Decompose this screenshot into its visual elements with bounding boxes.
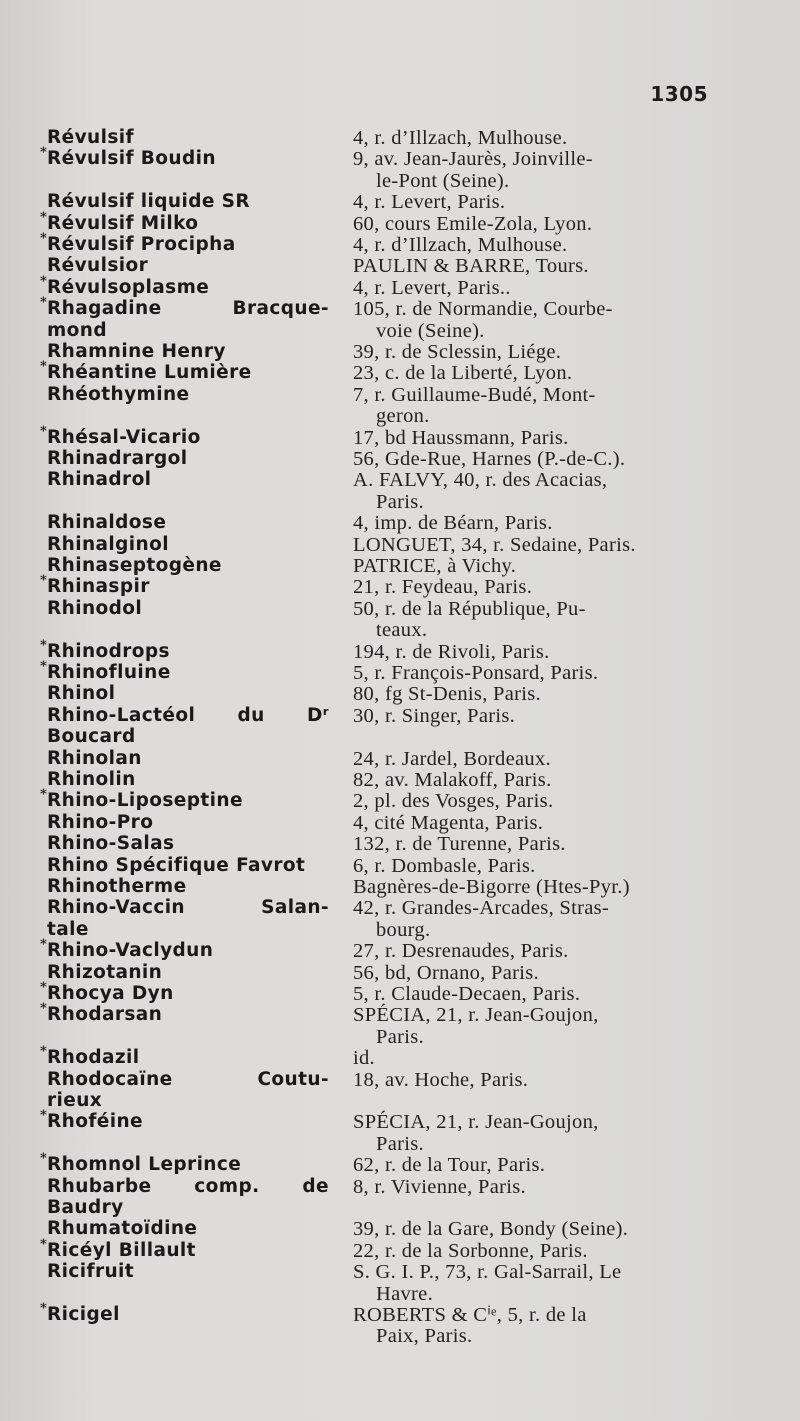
address: 39, r. de Sclessin, Liége. xyxy=(353,341,562,363)
address: ROBERTS & Cⁱᵉ, 5, r. de la xyxy=(353,1304,587,1326)
address: 17, bd Haussmann, Paris. xyxy=(353,426,569,449)
address: 56, bd, Ornano, Paris. xyxy=(353,961,539,984)
product-name: Rhésal-Vicario xyxy=(47,426,201,448)
address: 4, imp. de Béarn, Paris. xyxy=(353,512,553,535)
product-name: Rhinaldose xyxy=(47,512,167,534)
address: 30, r. Singer, Paris. xyxy=(353,704,516,727)
product-name-continued: tale xyxy=(47,918,89,940)
address: 9, av. Jean-Jaurès, Joinville- xyxy=(353,148,593,171)
product-name: Rhocya Dyn xyxy=(47,983,174,1004)
product-name: Rhodocaïne Coutu- xyxy=(47,1068,329,1090)
address: 4, r. Levert, Paris.. xyxy=(353,276,511,299)
product-name: Rhinodrops xyxy=(47,640,170,662)
address: 27, r. Desrenaudes, Paris. xyxy=(353,940,569,963)
address: 5, r. François-Ponsard, Paris. xyxy=(353,662,599,684)
address: 194, r. de Rivoli, Paris. xyxy=(353,640,550,663)
address: 105, r. de Normandie, Courbe- xyxy=(353,298,613,321)
address: 4, r. Levert, Paris. xyxy=(353,191,506,214)
address: id. xyxy=(353,1047,375,1070)
product-name: Rhumatoïdine xyxy=(47,1218,198,1240)
asterisk-marker: * xyxy=(40,359,47,375)
asterisk-marker: * xyxy=(40,145,47,161)
address-continued: bourg. xyxy=(376,918,431,941)
address-continued: Paris. xyxy=(376,1132,424,1155)
address: 21, r. Feydeau, Paris. xyxy=(353,576,533,599)
product-name: Ricifruit xyxy=(47,1261,135,1283)
address-continued: Paris. xyxy=(376,490,424,513)
product-name: Rhino-Pro xyxy=(47,811,154,833)
address: S. G. I. P., 73, r. Gal-Sarrail, Le xyxy=(353,1261,622,1284)
asterisk-marker: * xyxy=(40,980,47,995)
address-continued: le-Pont (Seine). xyxy=(376,169,510,192)
asterisk-marker: * xyxy=(40,937,47,953)
product-name: Rhizotanin xyxy=(47,961,163,983)
address-continued: Havre. xyxy=(376,1282,434,1305)
product-name: Rhinolin xyxy=(47,769,136,790)
address-continued: voie (Seine). xyxy=(376,319,485,342)
asterisk-marker: * xyxy=(40,787,47,803)
product-name: Ricéyl Billault xyxy=(47,1239,196,1261)
address-continued: teaux. xyxy=(376,619,428,642)
address: SPÉCIA, 21, r. Jean-Goujon, xyxy=(353,1111,599,1134)
asterisk-marker: * xyxy=(40,1151,47,1167)
product-name: Révulsif Milko xyxy=(47,212,199,234)
address: 4, r. d’Illzach, Mulhouse. xyxy=(353,234,568,256)
product-name: Rhino-Salas xyxy=(47,833,175,855)
asterisk-marker: * xyxy=(40,1044,47,1060)
asterisk-marker: * xyxy=(40,573,47,589)
product-name: Rhinol xyxy=(47,683,116,705)
address: 24, r. Jardel, Bordeaux. xyxy=(353,747,551,770)
product-name: Rhino-Lactéol du Dʳ xyxy=(47,704,329,726)
address-continued: geron. xyxy=(376,405,430,428)
product-name: Rhubarbe comp. de xyxy=(47,1175,329,1197)
asterisk-marker: * xyxy=(40,637,47,653)
product-name: Rhino-Liposeptine xyxy=(47,790,243,812)
asterisk-marker: * xyxy=(40,209,47,225)
address: 2, pl. des Vosges, Paris. xyxy=(353,790,554,813)
product-name-continued: Baudry xyxy=(47,1196,124,1218)
product-name-continued: Boucard xyxy=(47,726,136,748)
product-name: Révulsior xyxy=(47,255,149,277)
product-name: Rhino-Vaclydun xyxy=(47,940,214,962)
product-name: Rhamnine Henry xyxy=(47,341,226,362)
product-name-continued: rieux xyxy=(47,1089,103,1111)
product-name: Révulsif Boudin xyxy=(47,148,216,170)
product-name: Rhoféine xyxy=(47,1111,143,1133)
product-name: Rhodazil xyxy=(47,1047,140,1069)
product-name: Rhéothymine xyxy=(47,383,190,405)
asterisk-marker: * xyxy=(40,273,47,289)
address: 60, cours Emile-Zola, Lyon. xyxy=(353,212,593,235)
address: 4, cité Magenta, Paris. xyxy=(353,811,544,834)
asterisk-marker: * xyxy=(40,1236,47,1252)
asterisk-marker: * xyxy=(40,1001,47,1017)
product-name-continued: mond xyxy=(47,319,107,341)
asterisk-marker: * xyxy=(40,1108,47,1124)
product-name: Rhinadrol xyxy=(47,469,152,491)
address: LONGUET, 34, r. Sedaine, Paris. xyxy=(353,533,636,556)
asterisk-marker: * xyxy=(40,295,47,311)
product-name: Ricigel xyxy=(47,1304,120,1325)
address: 56, Gde-Rue, Harnes (P.-de-C.). xyxy=(353,448,626,470)
product-name: Révulsif xyxy=(47,127,134,148)
address: Bagnères-de-Bigorre (Htes-Pyr.) xyxy=(353,876,630,898)
address: 39, r. de la Gare, Bondy (Seine). xyxy=(353,1218,629,1241)
product-name: Révulsif Procipha xyxy=(47,234,236,255)
address: 23, c. de la Liberté, Lyon. xyxy=(353,362,573,385)
address: 8, r. Vivienne, Paris. xyxy=(353,1175,526,1198)
product-name: Révulsoplasme xyxy=(47,276,210,298)
asterisk-marker: * xyxy=(40,423,47,439)
address: 82, av. Malakoff, Paris. xyxy=(353,769,552,791)
address: 62, r. de la Tour, Paris. xyxy=(353,1154,546,1177)
address: 7, r. Guillaume-Budé, Mont- xyxy=(353,383,596,406)
product-name: Rhomnol Leprince xyxy=(47,1154,242,1176)
address: 6, r. Dombasle, Paris. xyxy=(353,854,536,877)
address: 80, fg St-Denis, Paris. xyxy=(353,683,541,706)
product-name: Rhinofluine xyxy=(47,662,171,683)
address-continued: Paris. xyxy=(376,1025,424,1048)
product-name: Rhinodol xyxy=(47,597,143,619)
product-name: Rhino Spécifique Favrot xyxy=(47,854,306,876)
product-name: Rhinolan xyxy=(47,747,142,769)
product-name: Rhagadine Bracque- xyxy=(47,298,329,320)
product-name: Rhino-Vaccin Salan- xyxy=(47,897,329,919)
product-name: Rhodarsan xyxy=(47,1004,163,1026)
address: PAULIN & BARRE, Tours. xyxy=(353,255,589,278)
address: 50, r. de la République, Pu- xyxy=(353,597,586,620)
address: SPÉCIA, 21, r. Jean-Goujon, xyxy=(353,1004,599,1027)
product-name: Rhinalginol xyxy=(47,533,169,555)
asterisk-marker: * xyxy=(40,1301,47,1316)
address: 18, av. Hoche, Paris. xyxy=(353,1068,529,1091)
address: 42, r. Grandes-Arcades, Stras- xyxy=(353,897,610,920)
product-name: Rhinaseptogène xyxy=(47,555,222,576)
product-name: Rhinadrargol xyxy=(47,448,188,469)
address-continued: Paix, Paris. xyxy=(376,1325,473,1348)
address: 5, r. Claude-Decaen, Paris. xyxy=(353,983,581,1005)
address: A. FALVY, 40, r. des Acacias, xyxy=(353,469,608,492)
page-number: 1305 xyxy=(650,82,708,106)
address: PATRICE, à Vichy. xyxy=(353,555,517,577)
address: 132, r. de Turenne, Paris. xyxy=(353,833,566,856)
product-name: Rhinaspir xyxy=(47,576,150,598)
asterisk-marker: * xyxy=(40,231,47,246)
asterisk-marker: * xyxy=(40,659,47,674)
product-name: Révulsif liquide SR xyxy=(47,191,251,213)
address: 22, r. de la Sorbonne, Paris. xyxy=(353,1239,588,1262)
product-name: Rhéantine Lumière xyxy=(47,362,252,384)
address: 4, r. d’Illzach, Mulhouse. xyxy=(353,127,568,149)
product-name: Rhinotherme xyxy=(47,876,187,897)
